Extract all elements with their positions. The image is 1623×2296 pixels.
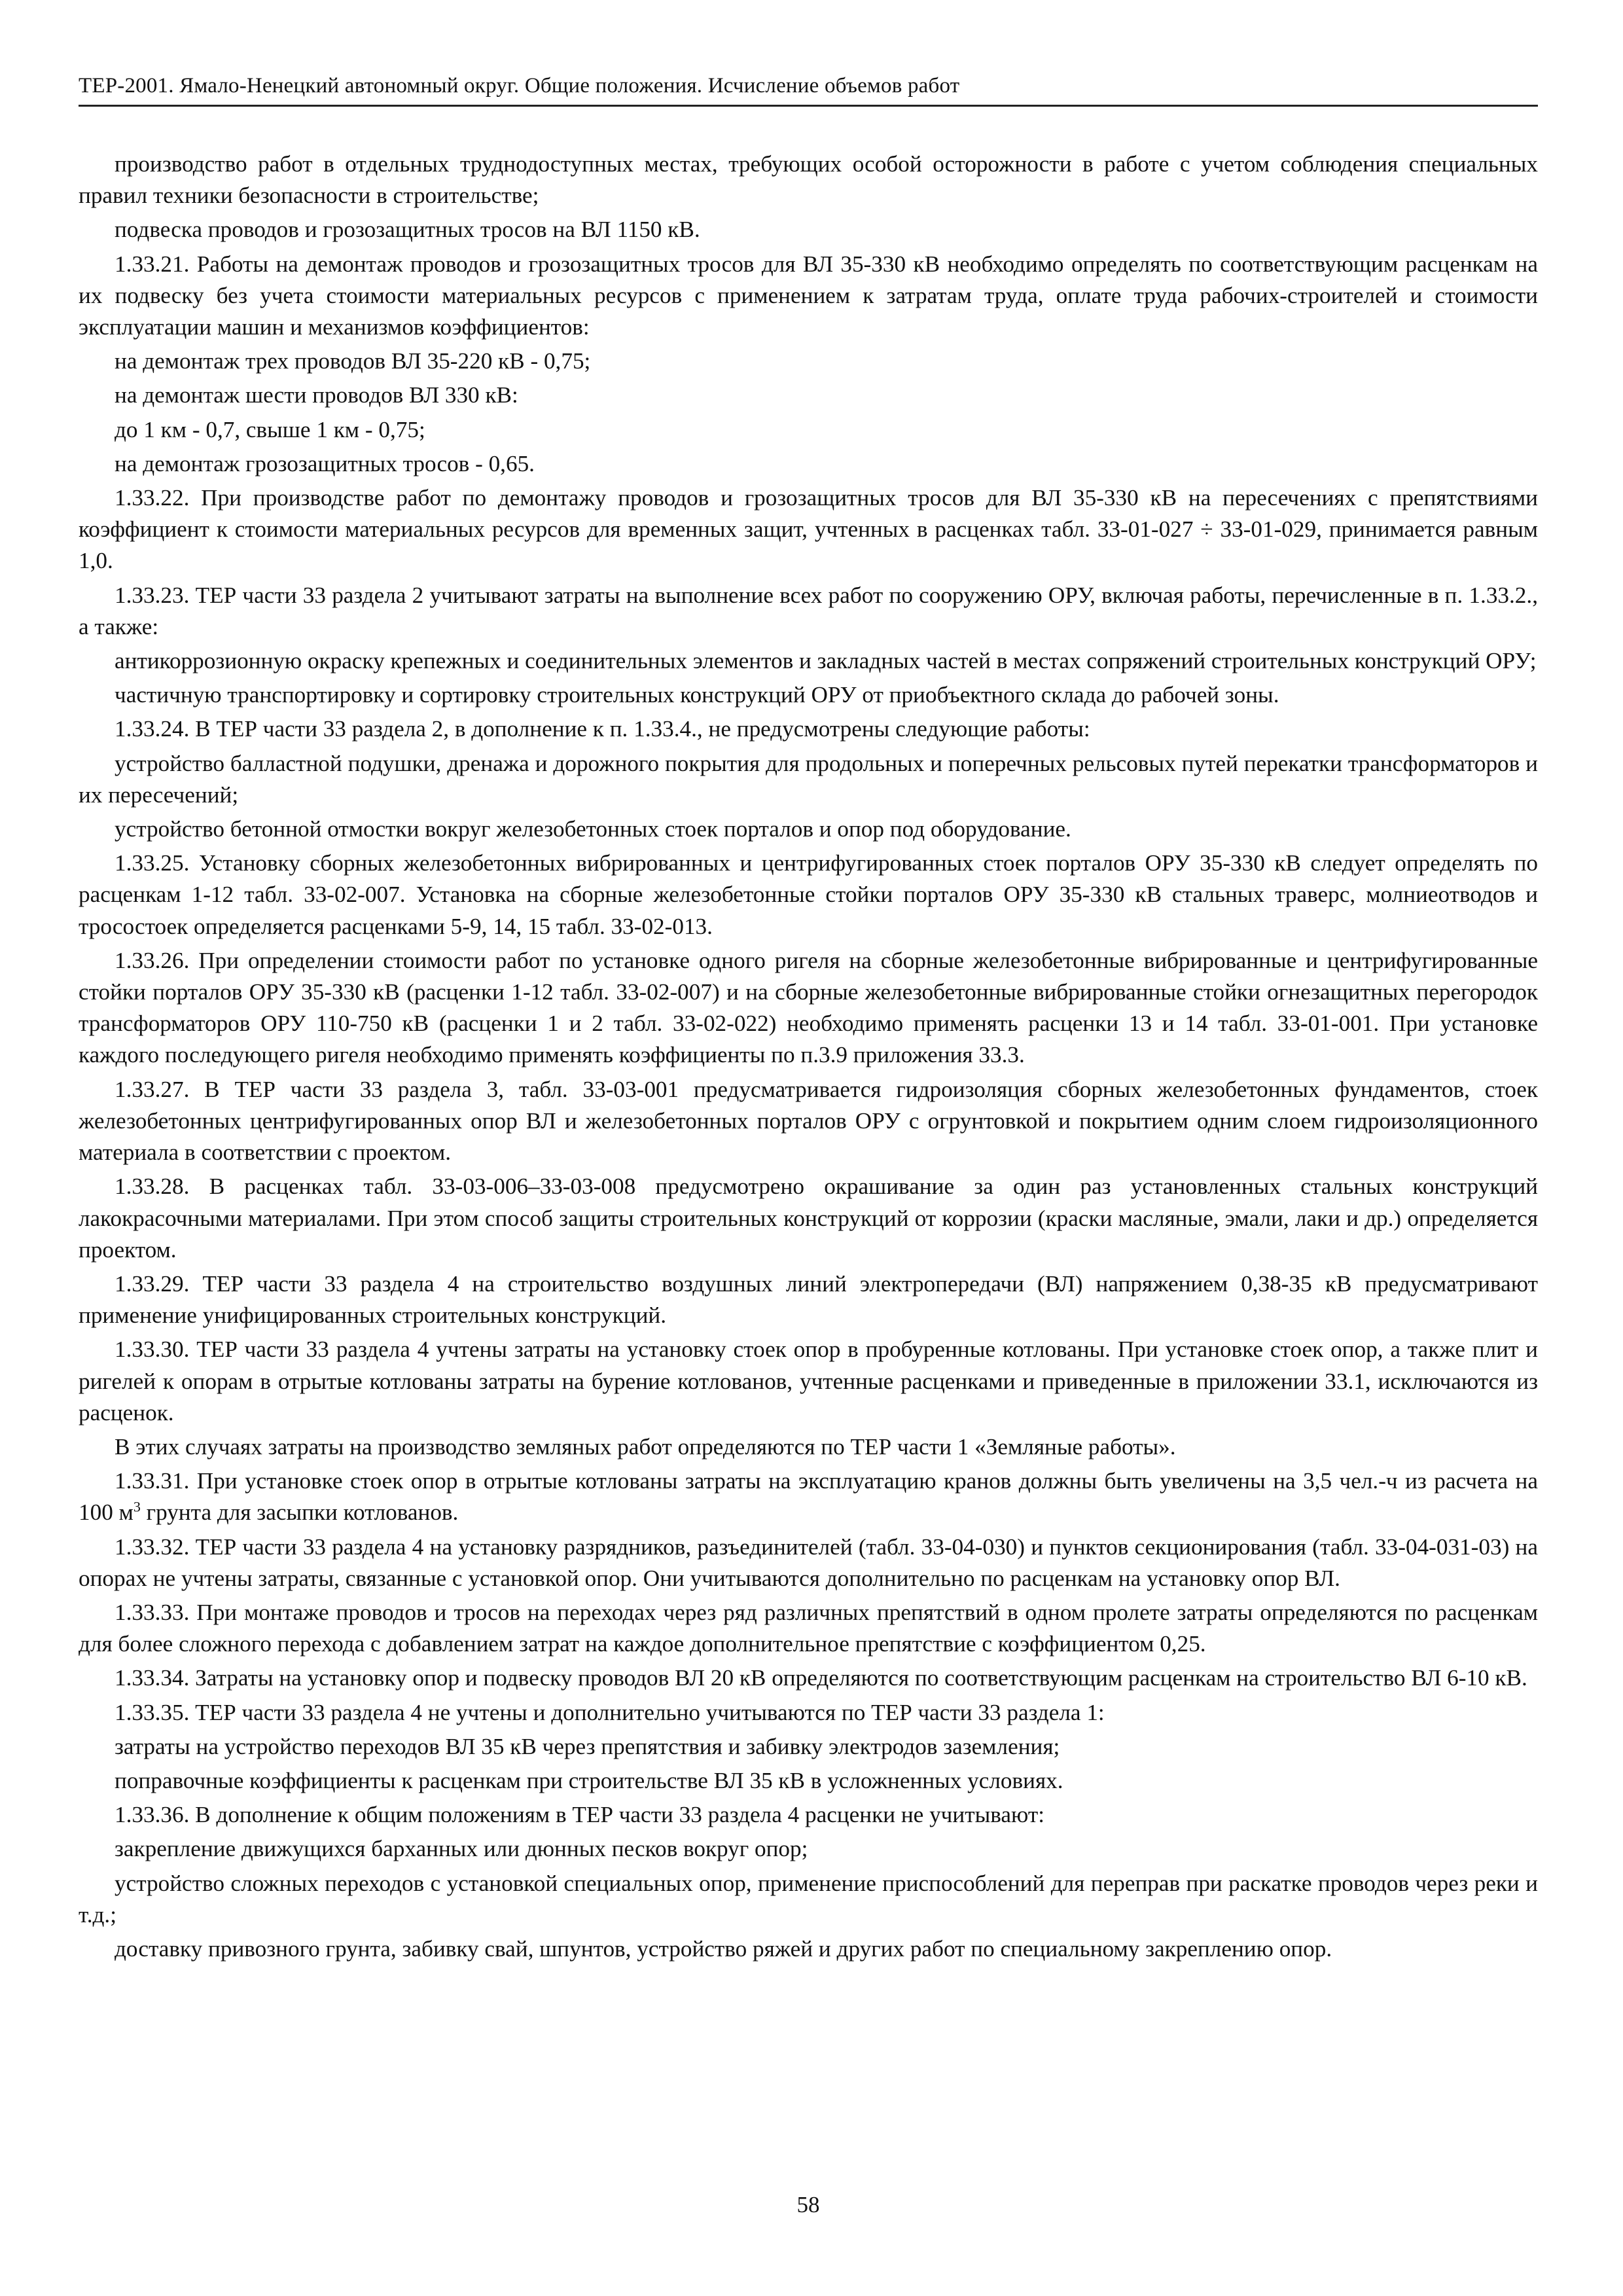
page-number: 58 (796, 2192, 820, 2217)
paragraph: 1.33.34. Затраты на установку опор и подвеску проводов ВЛ 20 кВ определяются по соответствующим расценкам на строительство ВЛ 6-10 кВ. (115, 1665, 1527, 1691)
paragraph: 1.33.32. ТЕР части 33 раздела 4 на установку разрядников, разъединителей (табл. 33-04-030) и пунктов секционирования (табл. 33-04-031-03) на опорах не учтены затраты, связанные с установкой опор. Они учитываются дополнительно по расценкам на установку опор ВЛ. (79, 1534, 1538, 1591)
paragraph: 1.33.27. В ТЕР части 33 раздела 3, табл. 33-03-001 предусматривается гидроизоляция сборных железобетонных фундаментов, стоек железобетонных центрифугированных опор ВЛ и железобетонных порталов ОРУ с огрунтовкой и покрытием одним слоем гидроизоляционного материала в соответствии с проектом. (79, 1076, 1538, 1166)
paragraph: устройство балластной подушки, дренажа и дорожного покрытия для продольных и поперечных рельсовых путей перекатки трансформаторов и их пересечений; (79, 750, 1538, 808)
paragraph: В этих случаях затраты на производство земляных работ определяются по ТЕР части 1 «Земляные работы». (115, 1433, 1176, 1460)
paragraph: антикоррозионную окраску крепежных и соединительных элементов и закладных частей в местах сопряжений строительных конструкций ОРУ; (115, 648, 1537, 674)
paragraph: 1.33.21. Работы на демонтаж проводов и грозозащитных тросов для ВЛ 35-330 кВ необходимо определять по соответствующим расценкам на их подвеску без учета стоимости материальных ресурсов с применением к затратам труда, оплате труда рабочих-строителей и стоимости эксплуатации машин и механизмов коэффициентов: (79, 251, 1538, 340)
paragraph: 1.33.33. При монтаже проводов и тросов на переходах через ряд различных препятствий в одном пролете затраты определяются по расценкам для более сложного перехода с добавлением затрат на каждое дополнительное препятствие с коэффициентом 0,25. (79, 1599, 1538, 1657)
paragraph: на демонтаж грозозащитных тросов - 0,65. (115, 450, 535, 476)
paragraph: 1.33.29. ТЕР части 33 раздела 4 на строительство воздушных линий электропередачи (ВЛ) напряжением 0,38-35 кВ предусматривают применение унифицированных строительных конструкций. (79, 1270, 1538, 1329)
paragraph: устройство сложных переходов с установкой специальных опор, применение приспособлений для переправ при раскатке проводов через реки и т.д.; (79, 1870, 1538, 1928)
paragraph: 1.33.22. При производстве работ по демонтажу проводов и грозозащитных тросов для ВЛ 35-330 кВ на пересечениях с препятствиями коэффициент к стоимости материальных ресурсов для временных защит, учтенных в расценках табл. 33-01-027 ÷ 33-01-029, принимается равным 1,0. (79, 485, 1538, 574)
paragraph: закрепление движущихся барханных или дюнных песков вокруг опор; (115, 1836, 808, 1862)
paragraph: до 1 км - 0,7, свыше 1 км - 0,75; (115, 416, 425, 442)
paragraph: 1.33.30. ТЕР части 33 раздела 4 учтены затраты на установку стоек опор в пробуренные котлованы. При установке стоек опор, а также плит и ригелей к опорам в отрытые котлованы затраты на бурение котлованов, учтенные расценками и приведенные в приложении 33.1, исключаются из расценок. (79, 1336, 1538, 1426)
paragraph: 1.33.23. ТЕР части 33 раздела 2 учитывают затраты на выполнение всех работ по сооружению ОРУ, включая работы, перечисленные в п. 1.33.2., а также: (79, 582, 1538, 639)
paragraph: на демонтаж шести проводов ВЛ 330 кВ: (115, 382, 518, 408)
paragraph: 1.33.26. При определении стоимости работ по установке одного ригеля на сборные железобетонные вибрированные и центрифугированные стойки порталов ОРУ 35-330 кВ (расценки 1-12 табл. 33-02-007) и на сборные железобетонные вибрированные стойки огнезащитных перегородок трансформаторов ОРУ 110-750 кВ (расценки 1 и 2 табл. 33-02-022) необходимо применять расценки 13 и 14 табл. 33-01-001. При установке каждого последующего ригеля необходимо применять коэффициенты по п.3.9 приложения 33.3. (79, 947, 1538, 1068)
paragraph: подвеска проводов и грозозащитных тросов на ВЛ 1150 кВ. (115, 217, 700, 243)
paragraph: доставку привозного грунта, забивку свай, шпунтов, устройство ряжей и других работ по специальному закреплению опор. (115, 1935, 1332, 1962)
paragraph: частичную транспортировку и сортировку строительных конструкций ОРУ от приобъектного склада до рабочей зоны. (115, 682, 1279, 708)
paragraph: 1.33.28. В расценках табл. 33-03-006–33-03-008 предусмотрено окрашивание за один раз установленных стальных конструкций лакокрасочными материалами. При этом способ защиты строительных конструкций от коррозии (краски масляные, эмали, лаки и др.) определяется проектом. (79, 1174, 1538, 1263)
paragraph: поправочные коэффициенты к расценкам при строительстве ВЛ 35 кВ в усложненных условиях. (115, 1767, 1063, 1793)
paragraph-1-33-31 (79, 1465, 1538, 1528)
superscript: 3 (133, 1498, 141, 1515)
paragraph: 1.33.24. В ТЕР части 33 раздела 2, в дополнение к п. 1.33.4., не предусмотрены следующие работы: (115, 716, 1090, 742)
paragraph: 1.33.35. ТЕР части 33 раздела 4 не учтены и дополнительно учитываются по ТЕР части 33 раздела 1: (115, 1699, 1105, 1725)
paragraph: производство работ в отдельных труднодоступных местах, требующих особой осторожности в работе с учетом соблюдения специальных правил техники безопасности в строительстве; (79, 151, 1538, 209)
paragraph-text: 1.33.31. При установке стоек опор в отрытые котлованы затраты на эксплуатацию кранов должны быть увеличены на 3,5 чел.-ч из расчета на 100 м (79, 1468, 1538, 1526)
paragraph: 1.33.36. В дополнение к общим положениям в ТЕР части 33 раздела 4 расценки не учитывают: (115, 1802, 1044, 1828)
running-header: ТЕР-2001. Ямало-Ненецкий автономный округ. Общие положения. Исчисление объемов работ (79, 72, 1538, 107)
document-page (79, 72, 1538, 2232)
document-body (79, 149, 1538, 1965)
paragraph: устройство бетонной отмостки вокруг железобетонных стоек порталов и опор под оборудование. (115, 816, 1071, 842)
paragraph-text: грунта для засыпки котлованов. (140, 1499, 459, 1526)
paragraph: на демонтаж трех проводов ВЛ 35-220 кВ - 0,75; (115, 348, 591, 374)
paragraph: 1.33.25. Установку сборных железобетонных вибрированных и центрифугированных стоек порталов ОРУ 35-330 кВ следует определять по расценкам 1-12 табл. 33-02-007. Установка на сборные железобетонные стойки порталов ОРУ 35-330 кВ стальных траверс, молниеотводов и тросостоек определяется расценками 5-9, 14, 15 табл. 33-02-013. (79, 850, 1538, 939)
paragraph: затраты на устройство переходов ВЛ 35 кВ через препятствия и забивку электродов заземления; (115, 1733, 1060, 1759)
